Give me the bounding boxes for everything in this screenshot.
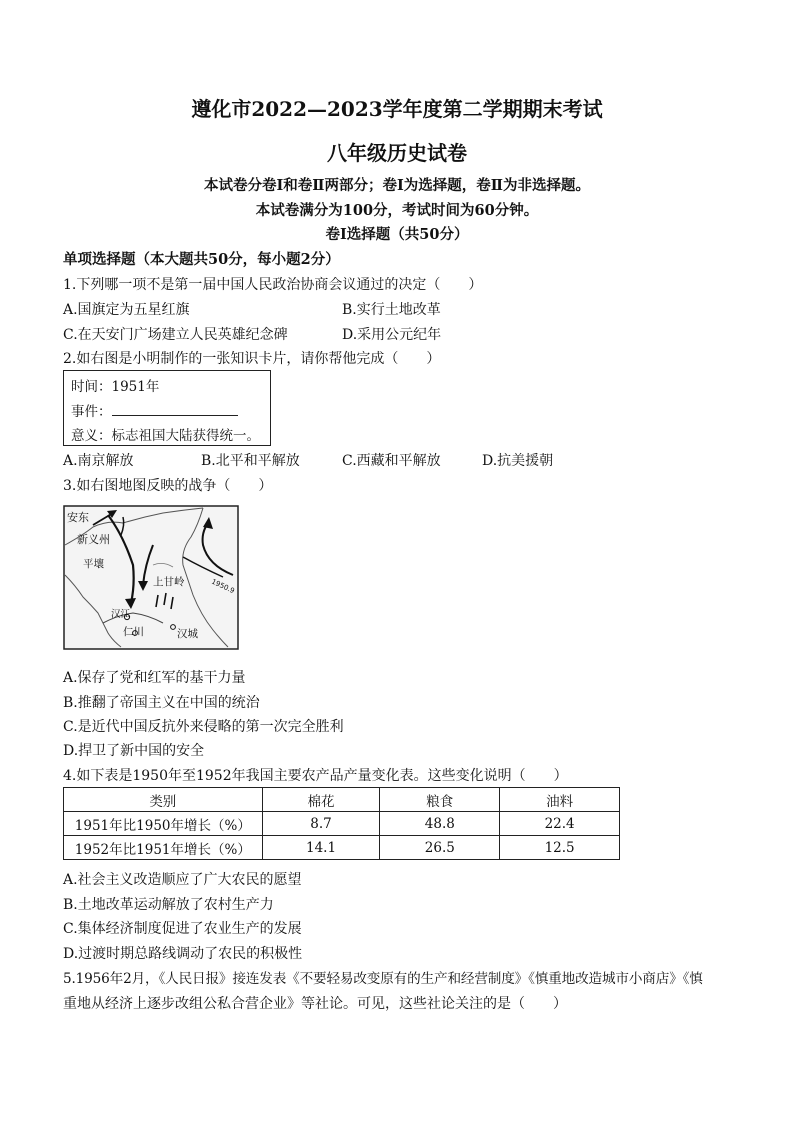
exam-title: 遵化市2022—2023学年度第二学期期末考试 [191, 97, 603, 121]
table-header: 棉花 [262, 788, 380, 812]
question-3-option-d[interactable]: D.捍卫了新中国的安全 [63, 743, 205, 759]
question-1-option-b[interactable]: B.实行土地改革 [342, 302, 441, 318]
question-1-option-a[interactable]: A.国旗定为五星红旗 [63, 302, 190, 318]
question-1-option-d[interactable]: D.采用公元纪年 [342, 327, 442, 343]
table-cell: 12.5 [500, 836, 620, 860]
question-2-option-c[interactable]: C.西藏和平解放 [342, 453, 441, 469]
question-3-stem: 3.如右图地图反映的战争（ ） [63, 478, 273, 494]
table-header: 粮食 [380, 788, 500, 812]
exam-notice-2: 本试卷满分为100分，考试时间为60分钟。 [255, 202, 539, 219]
question-2-option-d[interactable]: D.抗美援朝 [482, 453, 554, 469]
korean-war-map [63, 505, 239, 650]
exam-notice-1: 本试卷分卷Ⅰ和卷Ⅱ两部分；卷Ⅰ为选择题，卷Ⅱ为非选择题。 [203, 177, 590, 194]
question-1-option-c[interactable]: C.在天安门广场建立人民英雄纪念碑 [63, 327, 288, 343]
question-3-option-c[interactable]: C.是近代中国反抗外来侵略的第一次完全胜利 [63, 719, 344, 735]
table-cell: 48.8 [380, 812, 500, 836]
question-2-stem: 2.如右图是小明制作的一张知识卡片，请你帮他完成（ ） [63, 351, 441, 367]
question-4-option-b[interactable]: B.土地改革运动解放了农村生产力 [63, 897, 274, 913]
question-4-option-d[interactable]: D.过渡时期总路线调动了农民的积极性 [63, 946, 303, 962]
produce-table [63, 787, 620, 860]
table-cell: 1951年比1950年增长（%） [64, 812, 263, 836]
question-4-option-a[interactable]: A.社会主义改造顺应了广大农民的愿望 [63, 872, 302, 888]
map-label-hancheng: 汉城 [177, 628, 198, 640]
card-event-label: 事件： [71, 404, 112, 420]
table-cell: 22.4 [500, 812, 620, 836]
card-event-row [71, 400, 238, 420]
table-cell: 14.1 [262, 836, 380, 860]
table-cell: 1952年比1951年增长（%） [64, 836, 263, 860]
table-row [64, 812, 620, 836]
part-title: 卷Ⅰ选择题（共50分） [325, 226, 469, 243]
table-cell: 8.7 [262, 812, 380, 836]
question-4-option-c[interactable]: C.集体经济制度促进了农业生产的发展 [63, 921, 302, 937]
map-label-shangganling: 上甘岭 [153, 576, 185, 588]
question-2-option-a[interactable]: A.南京解放 [63, 453, 134, 469]
card-meaning: 意义：标志祖国大陆获得统一。 [71, 428, 260, 444]
table-row [64, 836, 620, 860]
map-label-incheon: 仁川 [123, 626, 144, 638]
map-label-hangang: 汉江 [111, 609, 131, 620]
knowledge-card [63, 370, 271, 446]
question-3-option-b[interactable]: B.推翻了帝国主义在中国的统治 [63, 695, 260, 711]
question-5-stem-line-2: 重地从经济上逐步改组公私合营企业》等社论。可见，这些社论关注的是（ ） [63, 996, 567, 1012]
table-header-row [64, 788, 620, 812]
question-3-option-a[interactable]: A.保存了党和红军的基干力量 [63, 670, 246, 686]
map-label-xinyizhou: 新义州 [77, 533, 110, 546]
question-2-option-b[interactable]: B.北平和平解放 [201, 453, 300, 469]
card-time: 时间：1951年 [71, 379, 160, 395]
card-event-blank[interactable] [112, 402, 238, 416]
table-header: 类别 [64, 788, 263, 812]
question-1-stem: 1.下列哪一项不是第一届中国人民政治协商会议通过的决定（ ） [63, 277, 483, 293]
map-label-date: 1950.9 [210, 577, 236, 596]
map-label-andong: 安东 [67, 511, 89, 524]
map-label-pingrang: 平壤 [83, 558, 104, 570]
question-5-stem-line-1: 5.1956年2月，《人民日报》接连发表《不要轻易改变原有的生产和经营制度》《慎重地改造城市小商店》《慎 [63, 971, 703, 987]
exam-subtitle: 八年级历史试卷 [327, 141, 467, 165]
section-title: 单项选择题（本大题共50分，每小题2分） [63, 251, 340, 268]
table-cell: 26.5 [380, 836, 500, 860]
question-4-stem: 4.如下表是1950年至1952年我国主要农产品产量变化表。这些变化说明（ ） [63, 768, 568, 784]
table-header: 油料 [500, 788, 620, 812]
